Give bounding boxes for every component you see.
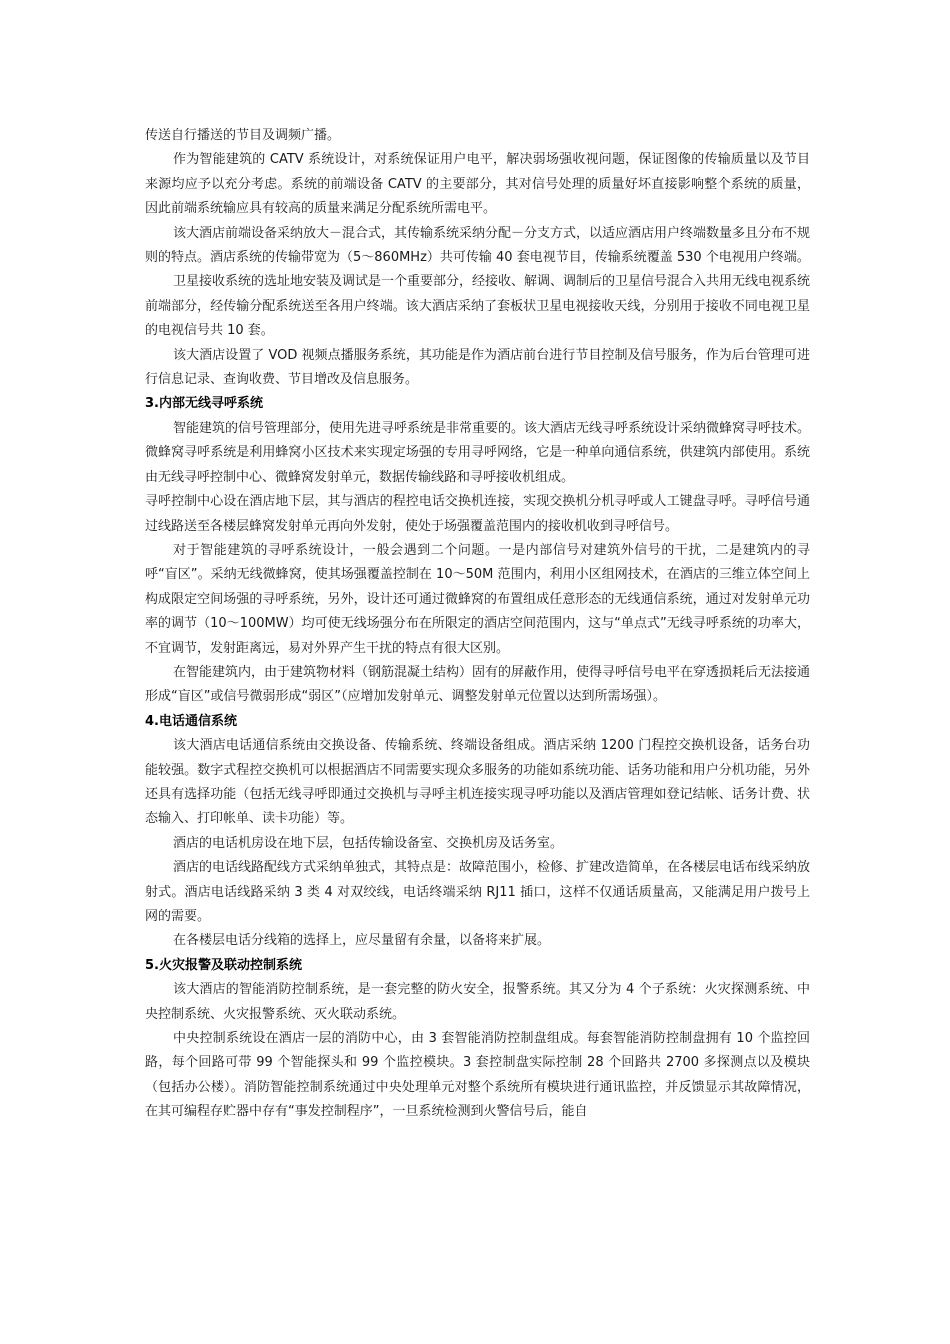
section-heading-paging: 3.内部无线寻呼系统 [145,396,263,412]
section-heading-telephone: 4.电话通信系统 [145,713,237,729]
paragraph-headend-equipment: 该大酒店前端设备采纳放大－混合式，其传输系统采纳分配－分支方式，以适应酒店用户终端数量多且分布不规则的特点。酒店系统的传输带宽为（5～860MHz）共可传输 40 套电视节目，传输系统覆盖 530 个电视用户终端。 [145,225,811,266]
section-heading-fire-alarm: 5.火灾报警及联动控制系统 [145,957,302,973]
document-page [145,124,810,1125]
paragraph-paging-control-center: 寻呼控制中心设在酒店地下层，其与酒店的程控电话交换机连接，实现交换机分机寻呼或人工键盘寻呼。寻呼信号通过线路送至各楼层蜂窝发射单元再向外发射，使处于场强覆盖范围内的接收机收到寻呼信号。 [145,494,810,534]
paragraph-telephone-system: 该大酒店电话通信系统由交换设备、传输系统、终端设备组成。酒店采纳 1200 门程控交换机设备，话务台功能较强。数字式程控交换机可以根据酒店不同需要实现众多服务的功能如系统功能、话务功能和用户分机功能，另外还具有选择功能（包括无线寻呼即通过交换机与寻呼主机连接实现寻呼功能以及酒店管理如登记结帐、话务计费、状态输入、打印帐单、读卡功能）等。 [145,738,810,827]
paragraph-telephone-room: 酒店的电话机房设在地下层，包括传输设备室、交换机房及话务室。 [173,835,564,851]
paragraph-paging-problems: 对于智能建筑的寻呼系统设计，一般会遇到二个问题。一是内部信号对建筑外信号的干扰，二是建筑内的寻呼“盲区”。采纳无线微蜂窝，使其场强覆盖控制在 10～50M 范围内，利用小区组网技术，在酒店的三维立体空间上构成限定空间场强的寻呼系统，另外，设计还可通过微蜂窝的布置组成任意形态的无线通信系统，通过对发射单元功率的调节（10～100MW）均可使无线场强分布在所限定的酒店空间范围内，这与“单点式”无线寻呼系统的功率大，不宜调节，发射距离远，易对外界产生干扰的特点有很大区别。 [145,542,810,656]
paragraph-vod-service: 该大酒店设置了 VOD 视频点播服务系统，其功能是作为酒店前台进行节目控制及信号服务，作为后台管理可进行信息记录、查询收费、节目增改及信息服务。 [145,347,810,388]
paragraph-telephone-wiring: 酒店的电话线路配线方式采纳单独式，其特点是：故障范围小，检修、扩建改造简单，在各楼层电话布线采纳放射式。酒店电话线路采纳 3 类 4 对双绞线，电话终端采纳 RJ11 插口，这样不仅通话质量高，又能满足用户拨号上网的需要。 [145,860,811,924]
paragraph-central-control: 中央控制系统设在酒店一层的消防中心，由 3 套智能消防控制盘组成。每套智能消防控制盘拥有 10 个监控回路，每个回路可带 99 个智能探头和 99 个监控模块。3 套控制盘实际控制 28 个回路共 2700 多探测点以及模块（包括办公楼）。消防智能控制系统通过中央处理单元对整个系统所有模块进行通讯监控，并反馈显示其故障情况，在其可编程存贮器中存有“事发控制程序”，一旦系统检测到火警信号后，能自 [145,1031,810,1120]
paragraph-fire-control-overview: 该大酒店的智能消防控制系统，是一套完整的防火安全，报警系统。其又分为 4 个子系统：火灾探测系统、中央控制系统、火灾报警系统、灭火联动系统。 [145,982,810,1022]
paragraph-catv-broadcast-tail: 传送自行播送的节目及调频广播。 [145,128,341,143]
paragraph-paging-technology: 智能建筑的信号管理部分，使用先进寻呼系统是非常重要的。该大酒店无线寻呼系统设计采纳微蜂窝寻呼技术。微蜂窝寻呼系统是利用蜂窝小区技术来实现定场强的专用寻呼网络，它是一种单向通信系统，供建筑内部使用。系统由无线寻呼控制中心、微蜂窝发射单元，数据传输线路和寻呼接收机组成。 [145,420,811,485]
paragraph-catv-design: 作为智能建筑的 CATV 系统设计，对系统保证用户电平，解决弱场强收视问题，保证图像的传输质量以及节目来源均应予以充分考虑。系统的前端设备 CATV 的主要部分，其对信号处理的质量好坏直接影响整个系统的质量，因此前端系统输应具有较高的质量来满足分配系统所需电平。 [145,152,810,217]
paragraph-shielding: 在智能建筑内，由于建筑物材料（钢筋混凝土结构）固有的屏蔽作用，使得寻呼信号电平在穿透损耗后无法接通形成“盲区”或信号微弱形成“弱区”（应增加发射单元、调整发射单元位置以达到所需场强）。 [145,664,811,705]
paragraph-satellite-receiving: 卫星接收系统的选址地安装及调试是一个重要部分，经接收、解调、调制后的卫星信号混合入共用无线电视系统前端部分，经传输分配系统送至各用户终端。该大酒店采纳了套板状卫星电视接收天线，分别用于接收不同电视卫星的电视信号共 10 套。 [145,274,811,339]
paragraph-distribution-box: 在各楼层电话分线箱的选择上，应尽量留有余量，以备将来扩展。 [173,933,551,949]
